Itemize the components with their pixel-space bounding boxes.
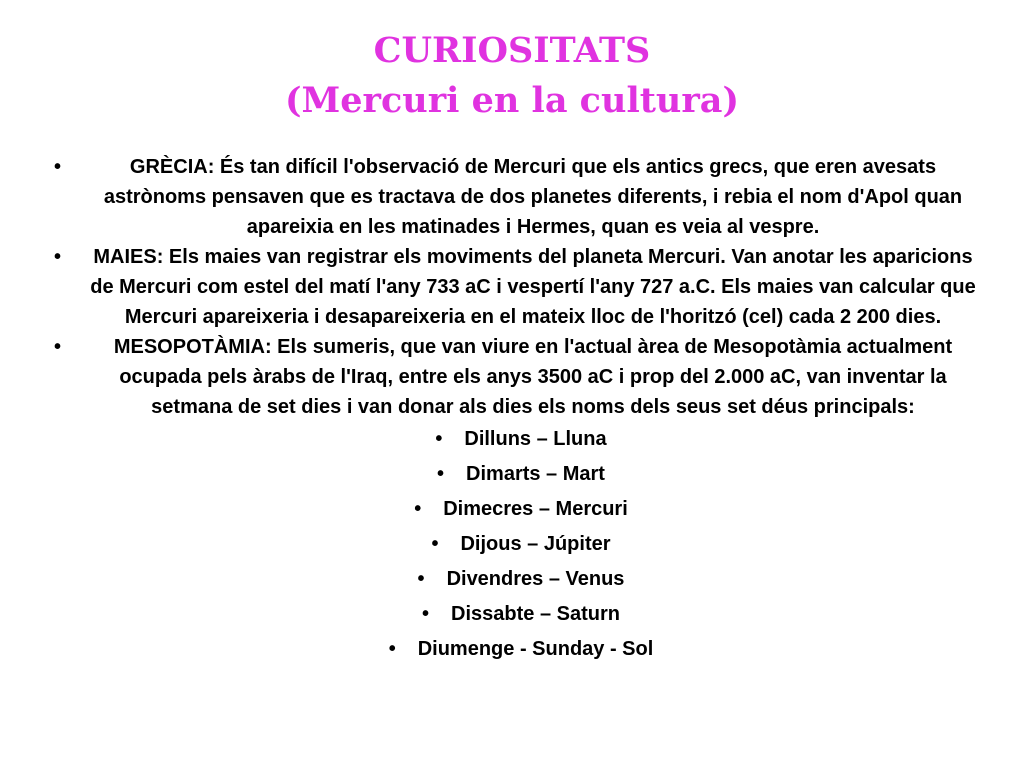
bullet-text: GRÈCIA: És tan difícil l'observació de Mercuri que els antics grecs, que eren avesats astrònoms pensaven que es tractava de dos planetes diferents, i rebia el nom d'Apol quan apareixia en les matinades i Hermes, quan es veia al vespre. <box>103 156 963 238</box>
list-item <box>44 494 998 529</box>
bullet-maies <box>44 242 998 332</box>
slide-title <box>0 26 1024 126</box>
bullet-dot-icon: • <box>435 428 443 450</box>
weekday-label: Dijous – Júpiter <box>460 533 611 555</box>
slide-content <box>44 152 998 669</box>
weekday-label: Dissabte – Saturn <box>451 603 620 625</box>
bullet-grecia <box>44 152 998 242</box>
bullet-dot-icon: • <box>437 463 445 485</box>
list-item <box>44 424 998 459</box>
bullet-text: MAIES: Els maies van registrar els moviments del planeta Mercuri. Van anotar les aparicions de Mercuri com estel del matí l'any 733 aC i vespertí l'any 727 a.C. Els maies van calcular que Mercuri apareixeria i desapareixeria en el mateix lloc de l'horitzó (cel) cada 2 200 dies. <box>90 246 976 328</box>
weekday-list <box>44 424 998 669</box>
title-line-2: (Mercuri en la cultura) <box>284 80 740 121</box>
bullet-dot-icon: • <box>414 498 422 520</box>
list-item <box>44 634 998 669</box>
list-item <box>44 529 998 564</box>
list-item <box>44 459 998 494</box>
weekday-label: Dilluns – Lluna <box>464 428 607 450</box>
bullet-dot-icon: • <box>54 246 62 268</box>
bullet-dot-icon: • <box>422 603 430 625</box>
bullet-mesopotamia <box>44 332 998 422</box>
title-line-1: CURIOSITATS <box>373 30 651 71</box>
weekday-label: Divendres – Venus <box>446 568 625 590</box>
weekday-label: Diumenge - Sunday - Sol <box>417 638 654 660</box>
bullet-dot-icon: • <box>417 568 425 590</box>
list-item <box>44 599 998 634</box>
weekday-label: Dimecres – Mercuri <box>443 498 628 520</box>
bullet-dot-icon: • <box>388 638 396 660</box>
weekday-label: Dimarts – Mart <box>466 463 605 485</box>
bullet-text: MESOPOTÀMIA: Els sumeris, que van viure en l'actual àrea de Mesopotàmia actualment ocupada pels àrabs de l'Iraq, entre els anys 3500 aC i prop del 2.000 aC, van inventar la setmana de set dies i van donar als dies els noms dels seus set déus principals: <box>113 336 953 418</box>
bullet-dot-icon: • <box>431 533 439 555</box>
bullet-dot-icon: • <box>54 156 62 178</box>
bullet-dot-icon: • <box>54 336 62 358</box>
list-item <box>44 564 998 599</box>
